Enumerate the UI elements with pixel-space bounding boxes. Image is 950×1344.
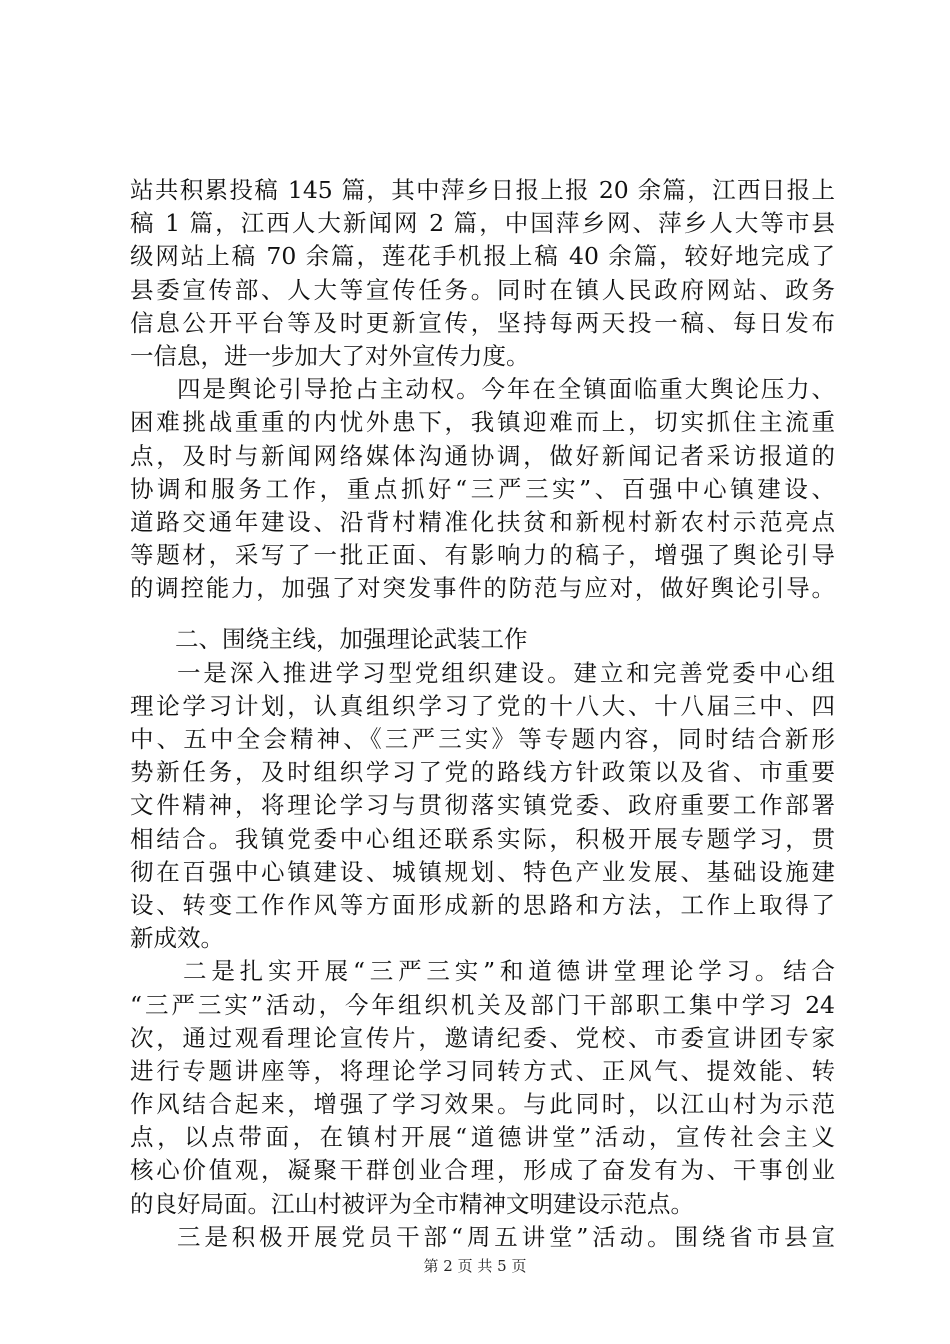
text-line: 点，以点带面，在镇村开展“道德讲堂”活动，宣传社会主义 <box>130 1123 835 1152</box>
text-line: 信息公开平台等及时更新宣传，坚持每两天投一稿、每日发布 <box>130 308 835 337</box>
text-line: 的调控能力，加强了对突发事件的防范与应对，做好舆论引导。 <box>130 574 835 603</box>
text-line: 相结合。我镇党委中心组还联系实际，积极开展专题学习，贯 <box>130 824 835 853</box>
paragraph-spacer <box>130 605 835 623</box>
page-footer: 第 2 页 共 5 页 <box>423 1257 527 1275</box>
text-line: 作风结合起来，增强了学习效果。与此同时，以江山村为示范 <box>130 1090 835 1119</box>
text-line: 的良好局面。江山村被评为全市精神文明建设示范点。 <box>130 1189 694 1218</box>
text-line: 彻在百强中心镇建设、城镇规划、特色产业发展、基础设施建 <box>130 857 835 886</box>
text-line: 一信息，进一步加大了对外宣传力度。 <box>130 341 530 370</box>
text-line: 核心价值观，凝聚干群创业合理，形成了奋发有为、干事创业 <box>130 1156 835 1185</box>
text-line: 级网站上稿 70 余篇，莲花手机报上稿 40 余篇，较好地完成了 <box>130 242 835 271</box>
text-line: 困难挑战重重的内忧外患下，我镇迎难而上，切实抓住主流重 <box>130 408 835 437</box>
text-line: 新成效。 <box>130 924 224 953</box>
text-line: 理论学习计划，认真组织学习了党的十八大、十八届三中、四 <box>130 691 835 720</box>
document-body <box>130 174 835 1254</box>
text-line: 二是扎实开展“三严三实”和道德讲堂理论学习。结合 <box>183 957 835 986</box>
text-line: 三是积极开展党员干部“周五讲堂”活动。围绕省市县宣 <box>177 1222 835 1251</box>
text-line: 设、转变工作作风等方面形成新的思路和方法，工作上取得了 <box>130 890 835 919</box>
text-line: 文件精神，将理论学习与贯彻落实镇党委、政府重要工作部署 <box>130 791 835 820</box>
section-heading: 二、围绕主线，加强理论武装工作 <box>175 625 528 654</box>
text-line: 道路交通年建设、沿背村精准化扶贫和新枧村新农村示范亮点 <box>130 507 835 536</box>
text-line: 点，及时与新闻网络媒体沟通协调，做好新闻记者采访报道的 <box>130 441 835 470</box>
text-line: 协调和服务工作，重点抓好“三严三实”、百强中心镇建设、 <box>130 474 835 503</box>
text-line: 四是舆论引导抢占主动权。今年在全镇面临重大舆论压力、 <box>177 375 835 404</box>
text-line: “三严三实”活动，今年组织机关及部门干部职工集中学习 24 <box>130 990 835 1019</box>
text-line: 县委宣传部、人大等宣传任务。同时在镇人民政府网站、政务 <box>130 275 835 304</box>
text-line: 中、五中全会精神、《三严三实》等专题内容，同时结合新形 <box>130 725 835 753</box>
text-line: 势新任务，及时组织学习了党的路线方针政策以及省、市重要 <box>130 758 835 787</box>
text-line: 次，通过观看理论宣传片，邀请纪委、党校、市委宣讲团专家 <box>130 1023 835 1052</box>
text-line: 进行专题讲座等，将理论学习同转方式、正风气、提效能、转 <box>130 1056 835 1085</box>
text-line: 稿 1 篇，江西人大新闻网 2 篇，中国萍乡网、萍乡人大等市县 <box>130 209 835 238</box>
text-line: 一是深入推进学习型党组织建设。建立和完善党委中心组 <box>177 658 835 687</box>
text-line: 等题材，采写了一批正面、有影响力的稿子，增强了舆论引导 <box>130 541 835 570</box>
text-line: 站共积累投稿 145 篇，其中萍乡日报上报 20 余篇，江西日报上 <box>130 176 835 204</box>
